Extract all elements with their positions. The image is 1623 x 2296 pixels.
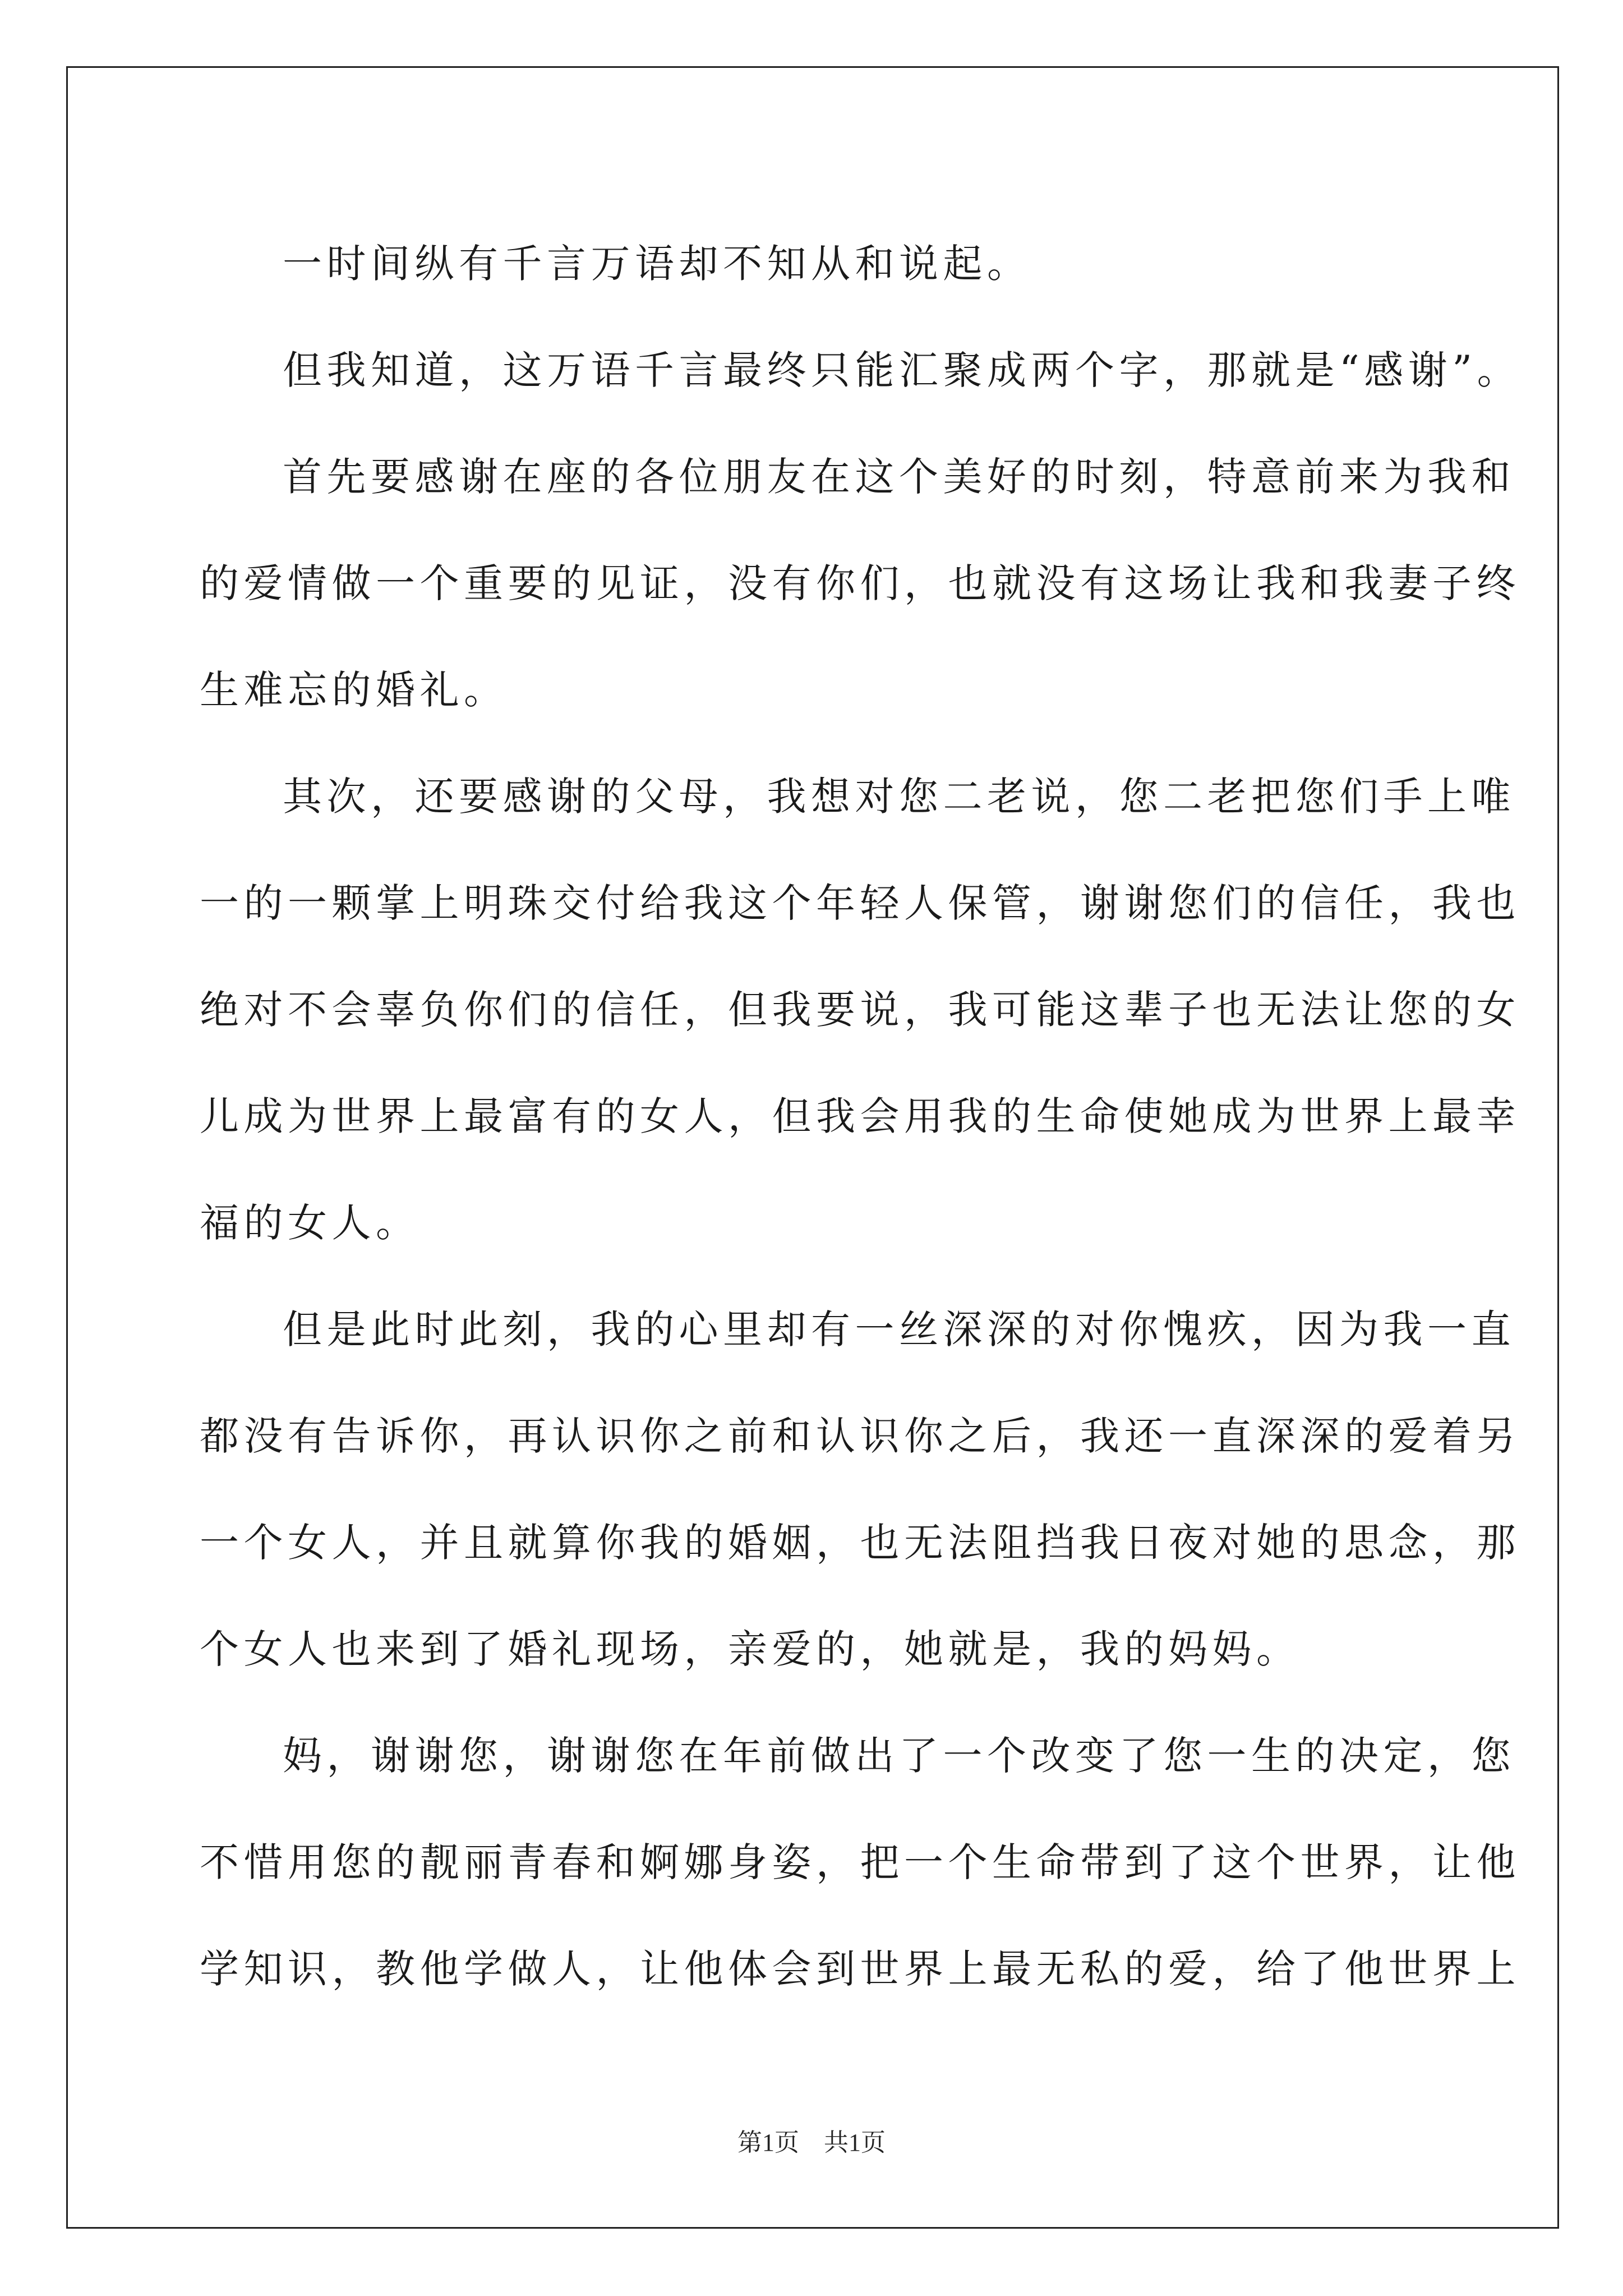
text-line: 一时间纵有千言万语却不知从和说起。 [283, 241, 1031, 287]
text-line: 福的女人。 [200, 1200, 420, 1246]
text-line: 生难忘的婚礼。 [200, 667, 508, 713]
text-line: 其次，还要感谢的父母，我想对您二老说，您二老把您们手上唯 [283, 774, 1515, 820]
page-number: 第1页 [737, 2129, 799, 2156]
text-line: 不惜用您的靓丽青春和婀娜身姿，把一个生命带到了这个世界，让他 [200, 1839, 1520, 1885]
text-line: 儿成为世界上最富有的女人，但我会用我的生命使她成为世界上最幸 [200, 1093, 1520, 1139]
text-line: 首先要感谢在座的各位朋友在这个美好的时刻，特意前来为我和 [283, 454, 1515, 500]
text-line: 但是此时此刻，我的心里却有一丝深深的对你愧疚，因为我一直 [283, 1306, 1515, 1352]
page-footer [0, 2126, 1623, 2160]
text-line: 绝对不会辜负你们的信任，但我要说，我可能这辈子也无法让您的女 [200, 987, 1520, 1033]
text-line: 妈，谢谢您，谢谢您在年前做出了一个改变了您一生的决定，您 [283, 1733, 1515, 1779]
text-line: 但我知道，这万语千言最终只能汇聚成两个字，那就是“感谢”。 [283, 347, 1521, 393]
text-line: 一的一颗掌上明珠交付给我这个年轻人保管，谢谢您们的信任，我也 [200, 880, 1520, 926]
page-total: 共1页 [824, 2129, 886, 2156]
text-line: 学知识，教他学做人，让他体会到世界上最无私的爱，给了他世界上 [200, 1946, 1520, 1992]
document-body [200, 210, 1521, 2022]
text-line: 个女人也来到了婚礼现场，亲爱的，她就是，我的妈妈。 [200, 1626, 1301, 1672]
text-line: 一个女人，并且就算你我的婚姻，也无法阻挡我日夜对她的思念，那 [200, 1520, 1520, 1566]
text-line: 都没有告诉你，再认识你之前和认识你之后，我还一直深深的爱着另 [200, 1413, 1520, 1459]
text-line: 的爱情做一个重要的见证，没有你们，也就没有这场让我和我妻子终 [200, 560, 1520, 606]
